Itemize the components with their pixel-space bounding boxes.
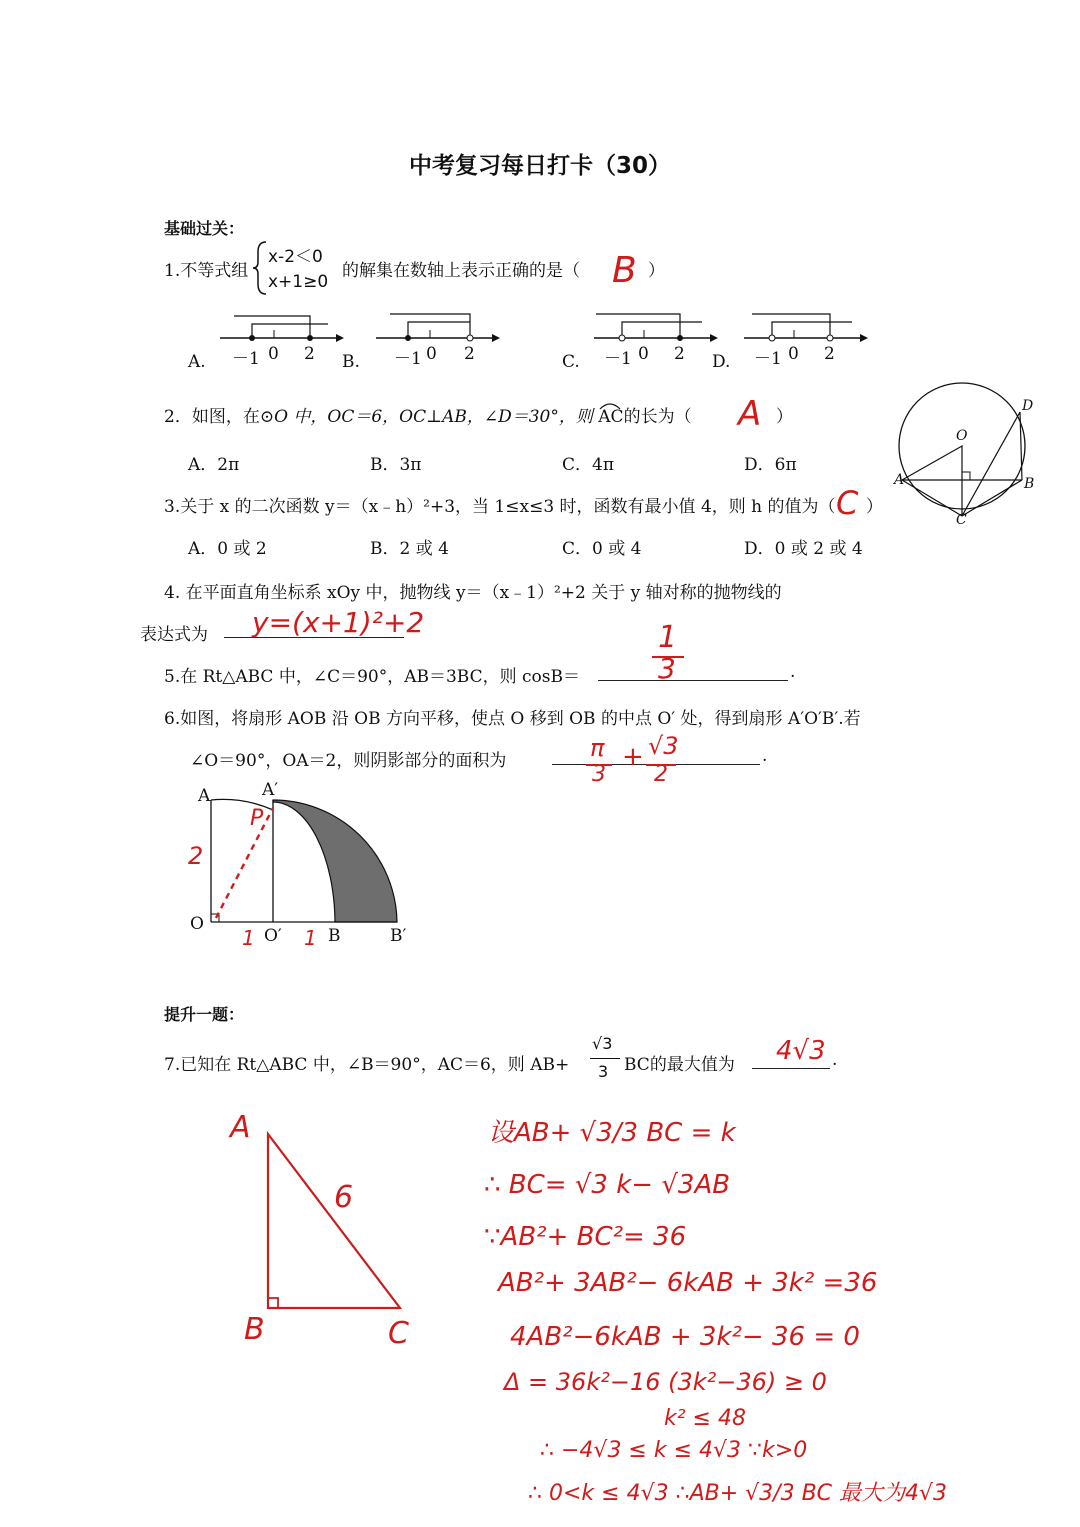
- q7-frac-bar: [590, 1058, 620, 1059]
- q1-d-tick-0: 0: [788, 344, 799, 364]
- q5-answer-denominator: 3: [658, 652, 676, 685]
- q6-label-b: B: [328, 926, 341, 946]
- q1-suffix: 的解集在数轴上表示正确的是（: [342, 261, 580, 281]
- q1-a-tick-neg1: －1: [232, 349, 260, 369]
- solution-line-6: Δ = 36k²−16 (3k²−36) ≥ 0: [504, 1368, 827, 1396]
- q6-hw-label-p: P: [250, 806, 264, 831]
- q2-text: [164, 402, 692, 427]
- q7-text-a: 7.已知在 Rt△ABC 中，∠B＝90°，AC＝6，则 AB+: [164, 1055, 570, 1075]
- q6-hw-label-2: 2: [188, 842, 204, 870]
- q6-answer-b-denominator: 2: [654, 762, 668, 787]
- q1-system-line1: x-2＜0: [268, 247, 323, 267]
- q7-hw-label-b: B: [244, 1312, 265, 1347]
- q6-answer-b-numerator: √3: [648, 732, 679, 760]
- solution-line-3: ∵AB²+ BC²= 36: [484, 1222, 687, 1252]
- q6-label-o-prime: O′: [264, 926, 282, 946]
- q4-line2: 表达式为: [140, 625, 208, 645]
- q2-option-c: C．4π: [562, 455, 614, 475]
- q1-b-tick-neg1: －1: [394, 349, 422, 369]
- q1-d-tick-neg1: －1: [754, 349, 782, 369]
- q2-option-d: D．6π: [744, 455, 797, 475]
- q3-handwritten-answer: C: [836, 484, 859, 522]
- solution-line-1: 设AB+ √3/3 BC = k: [488, 1118, 736, 1148]
- q2-label-d: D: [1022, 398, 1034, 414]
- q1-a-tick-0: 0: [268, 344, 279, 364]
- q6-end: .: [762, 746, 768, 766]
- q6-hw-label-1b: 1: [304, 926, 317, 950]
- q2-label-o: O: [956, 428, 968, 444]
- q1-c-tick-0: 0: [638, 344, 649, 364]
- q5-end: .: [790, 662, 796, 682]
- q7-hw-label-c: C: [388, 1316, 409, 1351]
- q2-text-a: 2．如图，在⊙: [164, 407, 275, 427]
- q6-label-a: A: [198, 786, 211, 806]
- solution-line-4: AB²+ 3AB²− 6kAB + 3k² =36: [498, 1268, 878, 1298]
- q2-label-a: A: [894, 472, 905, 488]
- q6-label-o: O: [190, 914, 204, 934]
- solution-line-9: ∴ 0<k ≤ 4√3 ∴AB+ √3/3 BC 最大为4√3: [528, 1481, 948, 1506]
- q6-label-a-prime: A′: [262, 780, 279, 800]
- section-basic-heading: 基础过关：: [164, 219, 245, 238]
- solution-line-2: ∴ BC= √3 k− √3AB: [484, 1170, 731, 1200]
- solution-line-5: 4AB²−6kAB + 3k²− 36 = 0: [510, 1322, 860, 1352]
- q3-option-c: C．0 或 4: [562, 539, 642, 559]
- q2-handwritten-answer: A: [738, 394, 762, 434]
- q7-end: .: [832, 1050, 838, 1070]
- q6-answer-a-denominator: 3: [592, 762, 606, 787]
- q1-d-tick-2: 2: [824, 344, 835, 364]
- q4-line1: 4. 在平面直角坐标系 xOy 中，抛物线 y＝（x﹣1）²+2 关于 y 轴对称的抛物线的: [164, 583, 782, 603]
- q1-option-c-label: C.: [562, 352, 580, 372]
- q3-close: ）: [866, 497, 883, 517]
- q1-b-tick-2: 2: [464, 344, 475, 364]
- section-advanced-heading: 提升一题：: [164, 1005, 245, 1024]
- q7-answer-blank: [752, 1068, 830, 1069]
- q6-line1: 6.如图，将扇形 AOB 沿 OB 方向平移，使点 O 移到 OB 的中点 O′ 处，得到扇形 A′O′B′.若: [164, 709, 861, 729]
- q1-close: ）: [648, 261, 665, 281]
- q3-option-b: B．2 或 4: [370, 539, 449, 559]
- q6-line2: ∠O＝90°，OA＝2，则阴影部分的面积为: [190, 751, 507, 771]
- q2-option-a: A．2π: [188, 455, 240, 475]
- arc-icon: [598, 401, 622, 411]
- q7-hw-label-6: 6: [334, 1180, 354, 1215]
- q1-option-a-label: A.: [188, 352, 206, 372]
- q6-answer-plus: +: [622, 742, 644, 772]
- q1-brace-icon: [252, 240, 268, 296]
- page-title: 中考复习每日打卡（30）: [408, 153, 671, 179]
- q2-text-c: 的长为（: [623, 407, 692, 427]
- q1-prefix: 1.不等式组: [164, 261, 249, 281]
- solution-line-8: ∴ −4√3 ≤ k ≤ 4√3 ∵k>0: [540, 1438, 808, 1463]
- q1-handwritten-answer: B: [612, 250, 637, 291]
- q6-hw-label-1a: 1: [242, 926, 255, 950]
- solution-line-7: k² ≤ 48: [664, 1406, 746, 1431]
- q1-c-tick-neg1: －1: [604, 349, 632, 369]
- q6-answer-a-numerator: π: [590, 734, 605, 762]
- q2-arc-label: AC: [598, 407, 623, 427]
- q7-hw-label-a: A: [230, 1110, 251, 1145]
- q7-frac-numerator: √3: [592, 1034, 613, 1053]
- q5-answer-blank: [598, 680, 788, 681]
- q2-text-b: O 中，OC＝6，OC⊥AB，∠D＝30°，则: [274, 407, 593, 427]
- q1-b-tick-0: 0: [426, 344, 437, 364]
- q3-option-d: D．0 或 2 或 4: [744, 539, 863, 559]
- q7-handwritten-answer: 4√3: [776, 1036, 826, 1066]
- q7-triangle-figure: [260, 1130, 410, 1320]
- q7-frac-denominator: 3: [598, 1062, 609, 1081]
- q5-text: 5.在 Rt△ABC 中，∠C＝90°，AB＝3BC，则 cosB＝: [164, 667, 580, 687]
- q1-option-d-label: D.: [712, 352, 731, 372]
- q2-close: ）: [776, 407, 793, 427]
- q5-answer-numerator: 1: [658, 620, 678, 655]
- q7-text-b: BC的最大值为: [624, 1055, 735, 1075]
- q2-option-b: B．3π: [370, 455, 422, 475]
- q1-c-tick-2: 2: [674, 344, 685, 364]
- q1-option-b-label: B.: [342, 352, 360, 372]
- q6-label-b-prime: B′: [390, 926, 407, 946]
- q1-system-line2: x+1≥0: [268, 272, 329, 292]
- q3-text: 3.关于 x 的二次函数 y＝（x﹣h）²+3，当 1≤x≤3 时，函数有最小值 4，则 h 的值为（: [164, 497, 836, 517]
- q1-a-tick-2: 2: [304, 344, 315, 364]
- q2-label-b: B: [1024, 476, 1035, 492]
- q6-sector-figure: [180, 780, 420, 950]
- q3-option-a: A．0 或 2: [188, 539, 267, 559]
- q4-handwritten-answer: y=(x+1)²+2: [252, 606, 425, 639]
- q2-label-c: C: [956, 512, 967, 528]
